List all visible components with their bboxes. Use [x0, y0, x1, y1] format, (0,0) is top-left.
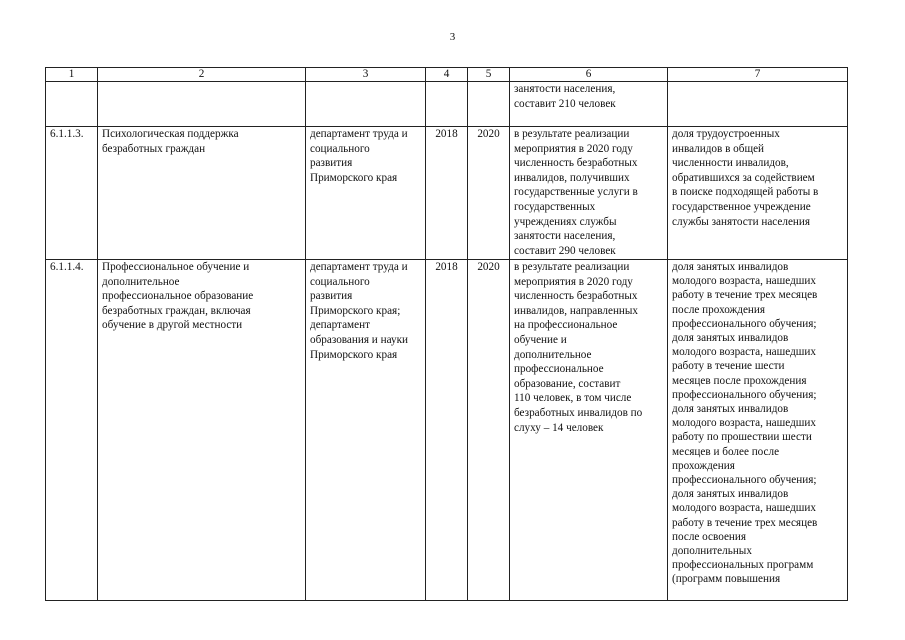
column-header: 1 [46, 68, 98, 82]
start-year-cell: 2018 [426, 127, 468, 260]
column-header: 3 [306, 68, 426, 82]
expected-result-cell: в результате реализации мероприятия в 2020 году численность безработных инвалидов, направленных на профессиональное обучение и дополнительное профессиональное образование, составит 110 человек, в том числе безработных инвалидов по слуху – 14 человек [510, 260, 668, 601]
program-table [45, 67, 848, 601]
indicator-cell: доля занятых инвалидов молодого возраста, нашедших работу в течение трех месяцев после прохождения профессионального обучения; доля занятых инвалидов молодого возраста, нашедших работу в течение шести месяцев после прохождения профессионального обучения; доля занятых инвалидов молодого возраста, нашедших работу по прошествии шести месяцев и более после прохождения профессионального обучения; доля занятых инвалидов молодого возраста, нашедших работу в течение трех месяцев после освоения дополнительных профессиональных программ (программ повышения [668, 260, 848, 601]
indicator-cell: доля трудоустроенных инвалидов в общей численности инвалидов, обратившихся за содействием в поиске подходящей работы в государственное учреждение службы занятости населения [668, 127, 848, 260]
table-row [46, 82, 848, 127]
executor-cell: департамент труда и социального развития Приморского края; департамент образования и науки Приморского края [306, 260, 426, 601]
row-number-cell: 6.1.1.4. [46, 260, 98, 601]
end-year-cell: 2020 [468, 260, 510, 601]
measure-name-cell [98, 82, 306, 127]
column-header: 2 [98, 68, 306, 82]
page-number: 3 [449, 31, 456, 43]
table-row [46, 127, 848, 260]
expected-result-cell: занятости населения, составит 210 человек [510, 82, 668, 127]
column-header: 6 [510, 68, 668, 82]
table-row [46, 260, 848, 601]
end-year-cell: 2020 [468, 127, 510, 260]
measure-name-cell: Психологическая поддержка безработных граждан [98, 127, 306, 260]
expected-result-cell: в результате реализации мероприятия в 2020 году численность безработных инвалидов, получивших государственные услуги в государственных учреждениях службы занятости населения, составит 290 человек [510, 127, 668, 260]
column-header: 5 [468, 68, 510, 82]
table-header-row [46, 68, 848, 82]
measure-name-cell: Профессиональное обучение и дополнительное профессиональное образование безработных граждан, включая обучение в другой местности [98, 260, 306, 601]
end-year-cell [468, 82, 510, 127]
column-header: 4 [426, 68, 468, 82]
row-number-cell: 6.1.1.3. [46, 127, 98, 260]
executor-cell [306, 82, 426, 127]
column-header: 7 [668, 68, 848, 82]
start-year-cell [426, 82, 468, 127]
start-year-cell: 2018 [426, 260, 468, 601]
row-number-cell [46, 82, 98, 127]
indicator-cell [668, 82, 848, 127]
executor-cell: департамент труда и социального развития Приморского края [306, 127, 426, 260]
